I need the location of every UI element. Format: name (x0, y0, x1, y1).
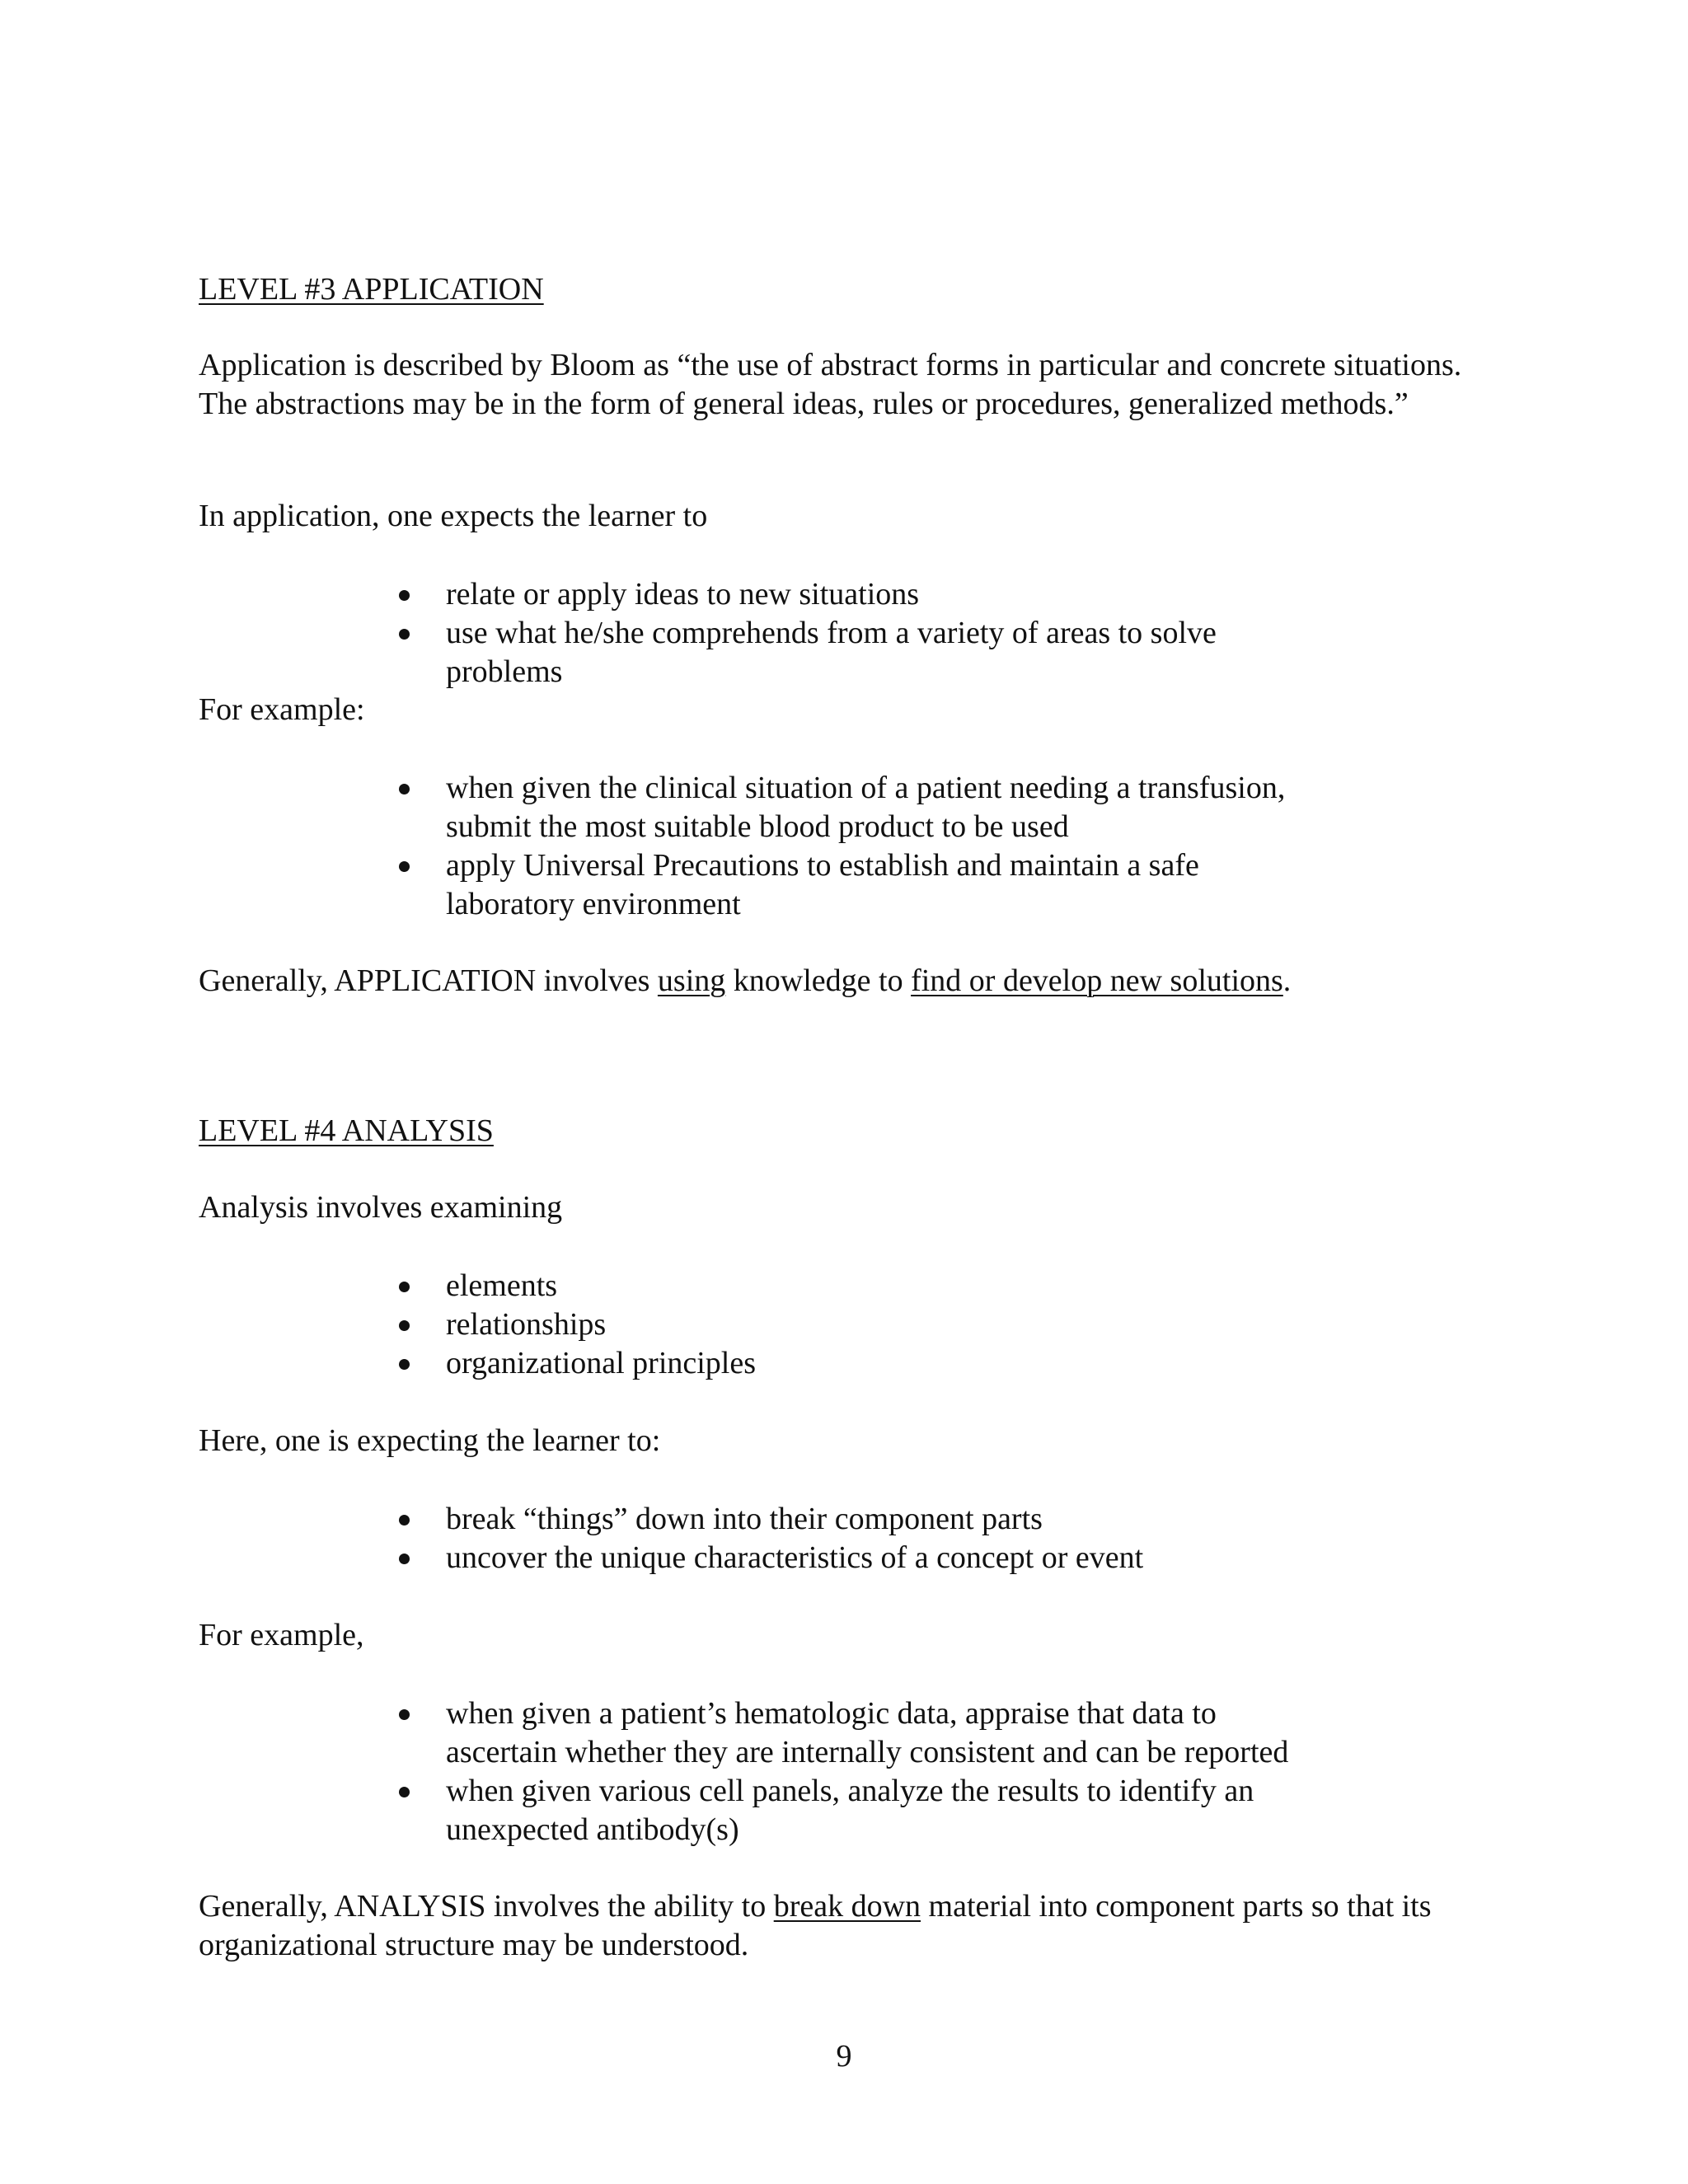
level4-expects-lead: Here, one is expecting the learner to: (199, 1423, 661, 1458)
level3-expects-lead: In application, one expects the learner to (199, 499, 708, 533)
level4-example-lead: For example, (199, 1618, 364, 1652)
list-item: apply Universal Precautions to establish and maintain a safe laboratory environment (0, 846, 1302, 924)
bullet-icon (399, 1282, 410, 1292)
bullet-icon (399, 1709, 410, 1720)
level4-examining-list (0, 1267, 1302, 1383)
bullet-icon (399, 590, 410, 601)
bullet-icon (399, 629, 410, 640)
level3-example-lead: For example: (199, 692, 365, 727)
level3-heading: LEVEL #3 APPLICATION (199, 272, 544, 307)
list-item: when given the clinical situation of a patient needing a transfusion, submit the most suitable blood product to be used (0, 769, 1302, 846)
bullet-icon (399, 784, 410, 794)
level4-examples-list (0, 1694, 1302, 1849)
list-item: organizational principles (0, 1344, 1302, 1383)
bullet-icon (399, 861, 410, 872)
level4-examining-lead: Analysis involves examining (199, 1190, 563, 1225)
list-item: elements (0, 1267, 1302, 1305)
bullet-icon (399, 1320, 410, 1331)
bullet-icon (399, 1554, 410, 1564)
list-item: when given various cell panels, analyze the results to identify an unexpected antibody(s) (0, 1772, 1302, 1849)
list-item: uncover the unique characteristics of a concept or event (0, 1539, 1302, 1577)
level3-examples-list (0, 769, 1302, 924)
level4-heading: LEVEL #4 ANALYSIS (199, 1113, 494, 1148)
list-item: when given a patient’s hematologic data, appraise that data to ascertain whether they are internally consistent and can be reported (0, 1694, 1302, 1772)
level3-expects-list (0, 575, 1302, 691)
level4-expects-list (0, 1500, 1302, 1577)
level4-summary: Generally, ANALYSIS involves the ability to break down material into component parts so that its organizational structure may be understood. (199, 1889, 1432, 1962)
level3-intro: Application is described by Bloom as “the use of abstract forms in particular and concrete situations. The abstractions may be in the form of general ideas, rules or procedures, generalized methods.” (199, 348, 1462, 421)
bullet-icon (399, 1787, 410, 1797)
list-item: relationships (0, 1305, 1302, 1344)
list-item: relate or apply ideas to new situations (0, 575, 1302, 614)
list-item: use what he/she comprehends from a variety of areas to solve problems (0, 614, 1302, 691)
bullet-icon (399, 1515, 410, 1526)
list-item: break “things” down into their component parts (0, 1500, 1302, 1539)
level3-summary: Generally, APPLICATION involves using knowledge to find or develop new solutions. (199, 963, 1292, 998)
bullet-icon (399, 1359, 410, 1370)
page-number: 9 (836, 2039, 852, 2074)
